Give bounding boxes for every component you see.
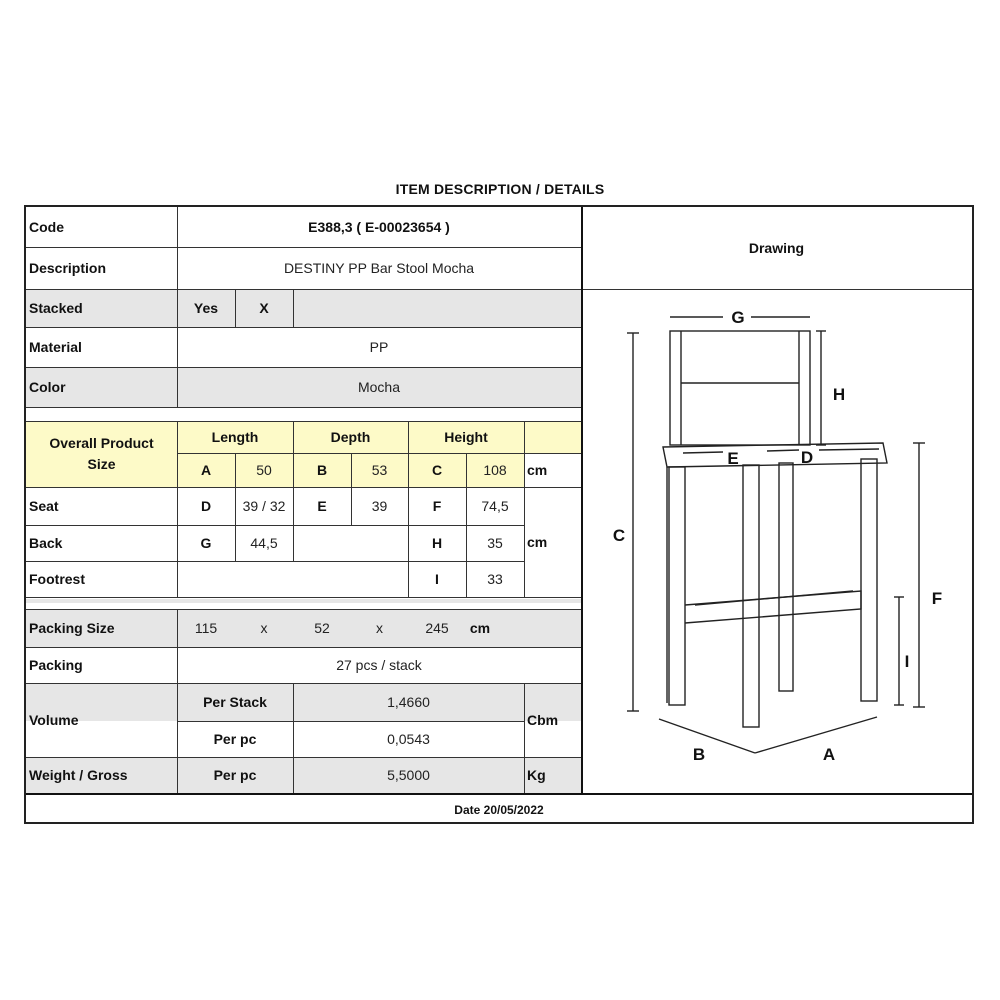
footrest-i-value: 33 [487, 571, 503, 587]
dim-b-key: B [316, 462, 328, 478]
label-e: E [727, 449, 739, 468]
dim-a-key: A [200, 462, 212, 478]
label-f: F [931, 589, 943, 608]
seat-f-key: F [432, 498, 442, 514]
label-i: I [904, 652, 910, 671]
backrest-outline [670, 331, 810, 445]
volume-per-stack-value: 1,4660 [387, 694, 430, 710]
weight-per-pc-label: Per pc [213, 767, 257, 783]
label-d: D [800, 448, 814, 467]
weight-label: Weight / Gross [29, 767, 128, 783]
back-label: Back [29, 535, 63, 551]
label-b: B [692, 745, 706, 764]
spacer-bg [26, 599, 581, 603]
back-h-key: H [431, 535, 443, 551]
description-value: DESTINY PP Bar Stool Mocha [283, 260, 475, 276]
drawing-label: Drawing [748, 240, 805, 256]
packing-size-unit: cm [469, 620, 491, 636]
packing-size-x1: x [260, 620, 268, 636]
dim-c-key: C [431, 462, 443, 478]
seat-e-value: 39 [371, 498, 388, 514]
packing-size-x2: x [376, 620, 383, 636]
code-label: Code [29, 219, 64, 235]
stacked-yes: Yes [193, 300, 219, 316]
packing-size-label: Packing Size [29, 620, 115, 636]
dim-b-value: 53 [371, 462, 388, 478]
code-value: E388,3 ( E-00023654 ) [308, 219, 450, 235]
volume-unit: Cbm [527, 712, 559, 728]
description-label: Description [29, 260, 107, 276]
color-label: Color [29, 379, 66, 395]
label-c: C [612, 526, 626, 545]
seat-e-key: E [317, 498, 327, 514]
seat-f-value: 74,5 [481, 498, 509, 514]
stacked-mark: X [259, 300, 269, 316]
spec-sheet [24, 205, 974, 824]
page-title: ITEM DESCRIPTION / DETAILS [395, 181, 605, 197]
packing-size-width: 52 [314, 620, 330, 636]
material-label: Material [29, 339, 82, 355]
footrest-i-key: I [435, 571, 439, 587]
back-g-key: G [200, 535, 212, 551]
color-value: Mocha [357, 379, 401, 395]
dim-c-value: 108 [483, 462, 507, 478]
label-a: A [822, 745, 836, 764]
packing-size-height: 245 [425, 620, 449, 636]
packing-size-length: 115 [194, 620, 218, 636]
weight-value: 5,5000 [387, 767, 430, 783]
label-h: H [832, 385, 846, 404]
height-header: Height [444, 429, 488, 445]
stacked-label: Stacked [29, 300, 83, 316]
packing-label: Packing [29, 657, 83, 673]
label-g: G [731, 308, 745, 327]
back-h-value: 35 [487, 535, 503, 551]
footrest-label: Footrest [29, 571, 85, 587]
volume-per-stack-label: Per Stack [203, 694, 267, 710]
packing-value: 27 pcs / stack [336, 657, 422, 673]
seat-back-unit: cm [527, 534, 548, 550]
overall-unit: cm [527, 462, 548, 478]
length-header: Length [211, 429, 259, 445]
seat-d-key: D [200, 498, 212, 514]
dim-a-value: 50 [256, 462, 272, 478]
seat-d-value: 39 / 32 [242, 498, 286, 514]
depth-header: Depth [330, 429, 371, 445]
back-g-value: 44,5 [250, 535, 278, 551]
overall-size-label: Overall Product Size [49, 435, 154, 472]
volume-per-pc-value: 0,0543 [387, 731, 430, 747]
weight-unit: Kg [527, 767, 546, 783]
material-value: PP [369, 339, 389, 355]
bar-stool-drawing [583, 291, 971, 791]
volume-per-pc-label: Per pc [213, 731, 257, 747]
date-footer: Date 20/05/2022 [454, 803, 544, 817]
seat-label: Seat [29, 498, 59, 514]
volume-label: Volume [29, 712, 79, 728]
seat-outline [663, 443, 887, 467]
